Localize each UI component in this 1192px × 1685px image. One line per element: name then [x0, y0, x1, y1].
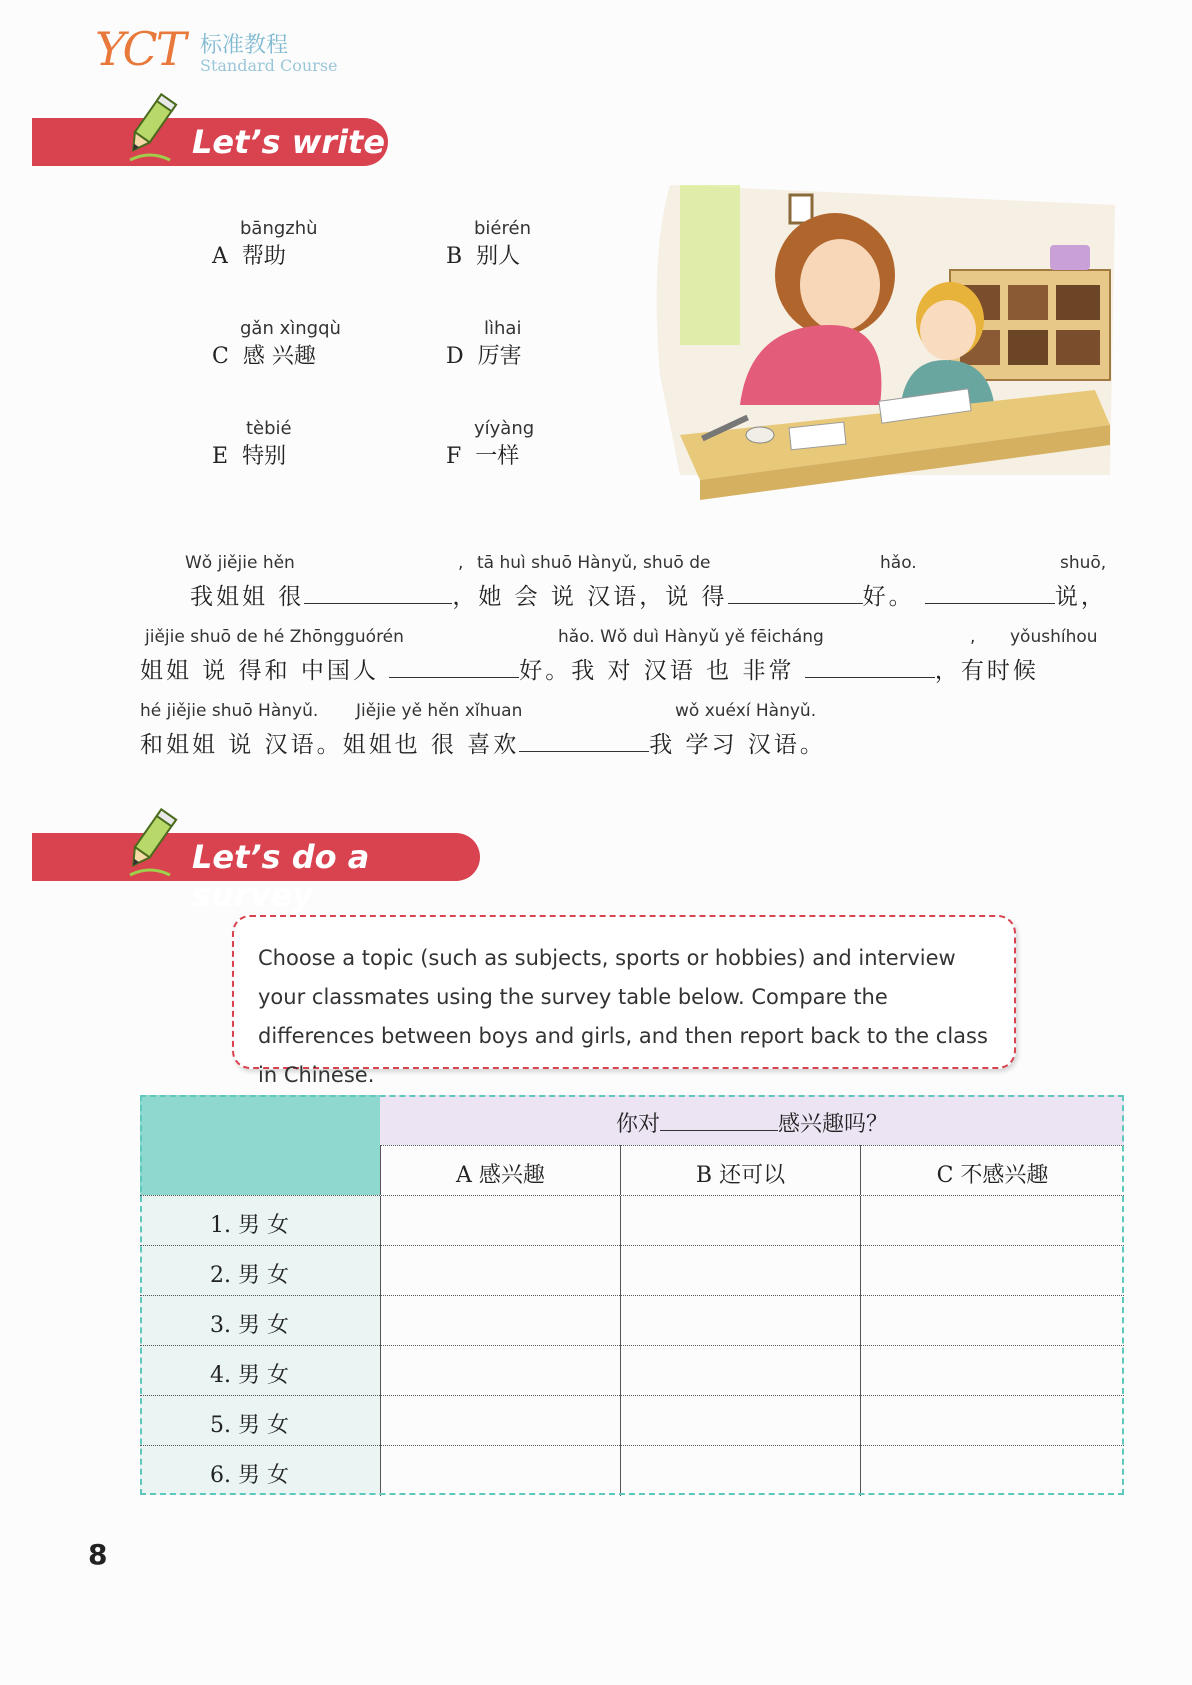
passage-pinyin: wǒ xuéxí Hànyǔ. [675, 701, 817, 721]
option-pinyin: gǎn xìngqù [240, 318, 341, 339]
answer-cell[interactable] [620, 1396, 861, 1446]
passage-text: 和姐姐 说 汉语。姐姐也 很 喜欢 [140, 732, 520, 758]
table-row [140, 1345, 1124, 1395]
passage-line-2 [140, 652, 1039, 685]
page-number: 8 [88, 1538, 108, 1571]
survey-banner [32, 833, 480, 914]
answer-cell[interactable] [380, 1296, 621, 1346]
passage-pinyin: tā huì shuō Hànyǔ, shuō de [477, 553, 711, 573]
row-label: 2. 男 女 [210, 1263, 289, 1288]
option-d [446, 318, 522, 370]
option-letter: A [212, 244, 228, 269]
question-suffix: 感兴趣吗？ [778, 1112, 889, 1137]
answer-cell[interactable] [860, 1296, 1125, 1346]
answer-cell[interactable] [860, 1196, 1125, 1246]
answer-cell[interactable] [620, 1246, 861, 1296]
option-letter: D [446, 344, 464, 369]
column-header [380, 1145, 620, 1195]
answer-cell[interactable] [620, 1296, 861, 1346]
option-hanzi: 帮助 [241, 244, 286, 269]
option-hanzi: 感 兴趣 [242, 344, 316, 369]
option-pinyin: tèbié [246, 418, 292, 439]
column-label: A 感兴趣 [456, 1163, 545, 1188]
pencil-icon [110, 88, 190, 168]
table-corner [140, 1095, 380, 1195]
passage-pinyin: hǎo. Wǒ duì Hànyǔ yě fēicháng [558, 627, 824, 647]
answer-cell[interactable] [380, 1396, 621, 1446]
answer-blank[interactable] [728, 603, 863, 604]
brand-header [95, 22, 355, 78]
option-hanzi: 别人 [476, 244, 521, 269]
passage-pinyin: jiějie shuō de hé Zhōngguórén [145, 627, 404, 647]
option-pinyin: lìhai [484, 318, 522, 339]
classroom-illustration [640, 175, 1125, 505]
row-label: 3. 男 女 [210, 1313, 289, 1338]
passage-line-3 [140, 726, 826, 759]
answer-cell[interactable] [860, 1246, 1125, 1296]
option-hanzi: 一样 [475, 444, 520, 469]
option-letter: E [212, 444, 229, 469]
option-a [212, 218, 318, 270]
answer-cell[interactable] [860, 1396, 1125, 1446]
passage-text: ，有时候 [934, 658, 1039, 684]
passage-text: 好。 [862, 584, 915, 610]
answer-cell[interactable] [380, 1346, 621, 1396]
instructions-box [232, 915, 1016, 1087]
passage-text: 我 学习 汉语。 [649, 732, 826, 758]
answer-blank[interactable] [304, 603, 452, 604]
column-header [860, 1145, 1124, 1195]
survey-table [140, 1095, 1124, 1495]
answer-cell[interactable] [620, 1196, 861, 1246]
table-row [140, 1395, 1124, 1445]
answer-cell[interactable] [380, 1446, 621, 1496]
row-label: 5. 男 女 [210, 1413, 289, 1438]
passage-pinyin: shuō, [1060, 553, 1107, 573]
question-prefix: 你对 [615, 1112, 660, 1137]
instructions-text: Choose a topic (such as subjects, sports or hobbies) and interview your classmates using the survey table below. Compare the differences between boys and girls, and then report back to the class in Chinese. [258, 946, 988, 1087]
passage-pinyin: , [970, 627, 976, 647]
option-letter: C [212, 344, 229, 369]
passage-pinyin: hǎo. [880, 553, 917, 573]
answer-cell[interactable] [380, 1196, 621, 1246]
option-pinyin: biérén [474, 218, 531, 239]
column-label: B 还可以 [695, 1163, 786, 1188]
table-row [140, 1445, 1124, 1495]
table-row [140, 1195, 1124, 1245]
answer-cell[interactable] [620, 1446, 861, 1496]
write-banner [32, 118, 388, 166]
passage-text: 姐姐 说 得和 中国人 [140, 658, 379, 684]
option-hanzi: 厉害 [477, 344, 522, 369]
write-title: Let’s write [192, 123, 386, 161]
answer-blank[interactable] [925, 603, 1055, 604]
row-label: 6. 男 女 [210, 1463, 289, 1488]
passage-pinyin: Jiějie yě hěn xǐhuan [356, 701, 523, 721]
column-label: C 不感兴趣 [936, 1163, 1049, 1188]
survey-title: Let’s do a survey [192, 838, 370, 914]
table-row [140, 1295, 1124, 1345]
table-row [140, 1245, 1124, 1295]
row-label: 4. 男 女 [210, 1363, 289, 1388]
passage-pinyin: yǒushíhou [1010, 627, 1098, 647]
passage-line-1 [190, 578, 1107, 611]
option-letter: B [446, 244, 463, 269]
answer-cell[interactable] [860, 1446, 1125, 1496]
column-header [620, 1145, 860, 1195]
passage-text: 好。我 对 汉语 也 非常 [519, 658, 795, 684]
passage-text: 我姐姐 很 [190, 584, 305, 610]
answer-cell[interactable] [860, 1346, 1125, 1396]
brand-english-title: Standard Course [200, 56, 338, 75]
passage-pinyin: hé jiějie shuō Hànyǔ. [140, 701, 319, 721]
option-f [446, 418, 534, 470]
option-c [212, 318, 341, 370]
pencil-icon [110, 803, 190, 883]
option-letter: F [446, 444, 462, 469]
option-e [212, 418, 292, 470]
answer-blank[interactable] [805, 677, 935, 678]
option-pinyin: yíyàng [474, 418, 535, 439]
passage-text: 说， [1054, 584, 1107, 610]
option-hanzi: 特别 [242, 444, 287, 469]
row-label: 1. 男 女 [210, 1213, 289, 1238]
passage-pinyin: , [458, 553, 464, 573]
passage-pinyin: Wǒ jiějie hěn [185, 553, 295, 573]
answer-cell[interactable] [380, 1246, 621, 1296]
answer-cell[interactable] [620, 1346, 861, 1396]
topic-blank[interactable] [660, 1130, 778, 1131]
brand-chinese-title: 标准教程 [200, 33, 289, 58]
brand-logo: YCT [95, 22, 185, 76]
option-pinyin: bāngzhù [240, 218, 318, 239]
answer-blank[interactable] [519, 751, 649, 752]
passage-text: ，她 会 说 汉语，说 得 [452, 584, 728, 610]
option-b [446, 218, 531, 270]
answer-blank[interactable] [389, 677, 519, 678]
question-header [380, 1095, 1124, 1145]
